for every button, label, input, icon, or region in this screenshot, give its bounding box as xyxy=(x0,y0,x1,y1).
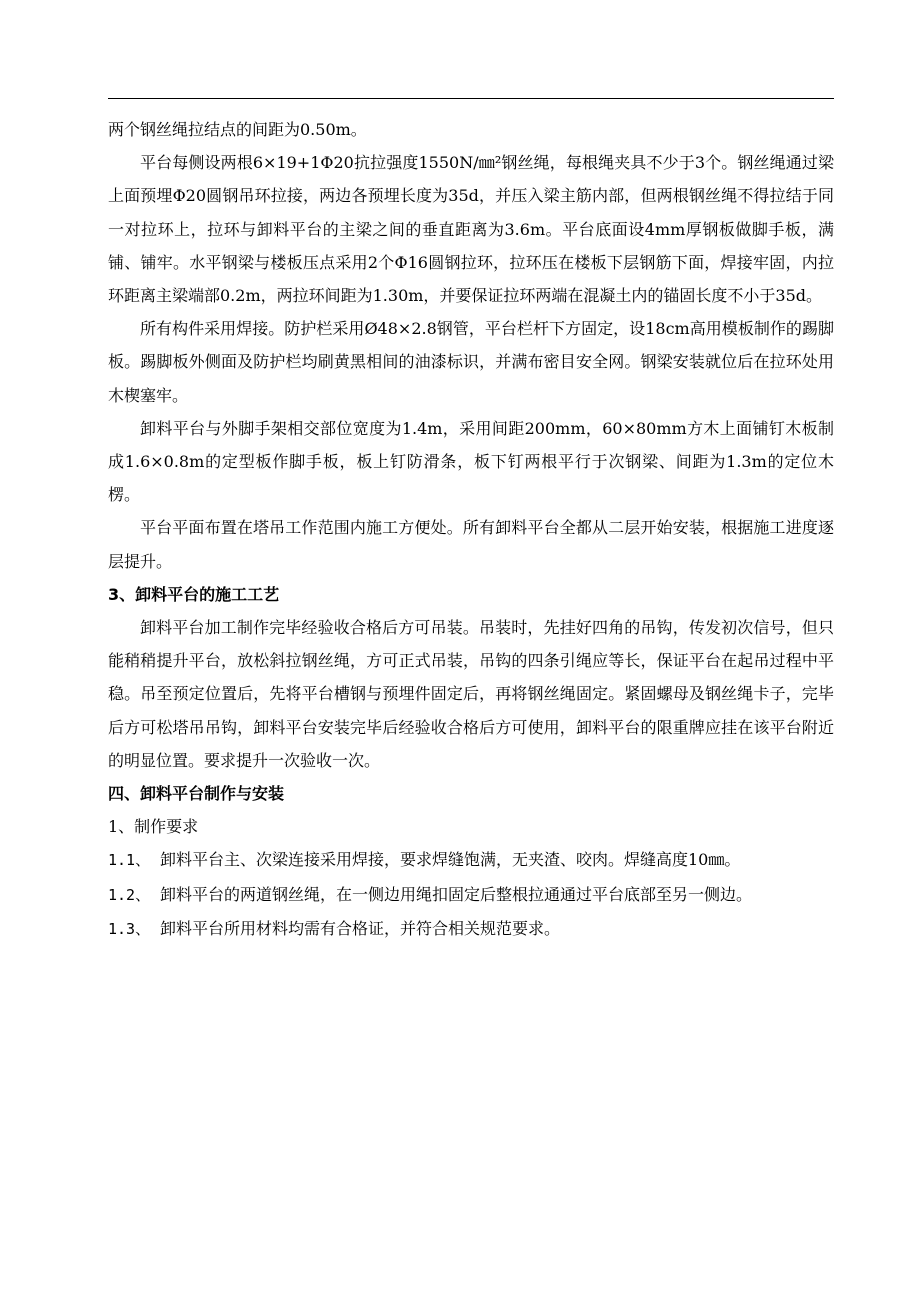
list-item-text: 卸料平台的两道钢丝绳，在一侧边用绳扣固定后整根拉通通过平台底部至另一侧边。 xyxy=(160,884,753,904)
section-3-paragraph: 卸料平台加工制作完毕经验收合格后方可吊装。吊装时，先挂好四角的吊钩，传发初次信号，但只能稍稍提升平台，放松斜拉钢丝绳，方可正式吊装，吊钩的四条引绳应等长，保证平台在起吊过程中平稳。吊至预定位置后，先将平台槽钢与预埋件固定后，再将钢丝绳固定。紧固螺母及钢丝绳卡子，完毕后方可松塔吊吊钩，卸料平台安装完毕后经验收合格后方可使用，卸料平台的限重牌应挂在该平台附近的明显位置。要求提升一次验收一次。 xyxy=(108,618,834,770)
paragraph-scaffold-intersection: 卸料平台与外脚手架相交部位宽度为1.4m，采用间距200mm，60×80mm方木上面铺钉木板制成1.6×0.8m的定型板作脚手板，板上钉防滑条，板下钉两根平行于次钢梁、间距为1.3m的定位木楞。 xyxy=(108,418,834,505)
section-3-heading: 3、卸料平台的施工工艺 xyxy=(108,584,280,604)
list-item-number: 1.2、 xyxy=(108,885,151,904)
paragraph-welding: 所有构件采用焊接。防护栏采用Ø48×2.8钢管，平台栏杆下方固定，设18cm高用模板制作的踢脚板。踢脚板外侧面及防护栏均刷黄黑相间的油漆标识，并满布密目安全网。钢梁安装就位后在拉环处用木楔塞牢。 xyxy=(108,319,834,405)
list-item-text: 卸料平台主、次梁连接采用焊接，要求焊缝饱满，无夹渣、咬肉。焊缝高度10㎜。 xyxy=(160,850,741,870)
list-item-number: 1.3、 xyxy=(108,919,151,938)
list-item-number: 1.1、 xyxy=(108,851,151,870)
section-4-heading: 四、卸料平台制作与安装 xyxy=(108,784,285,804)
section-4-subheading: 1、制作要求 xyxy=(108,817,199,837)
paragraph-platform-layout: 平台平面布置在塔吊工作范围内施工方便处。所有卸料平台全都从二层开始安装，根据施工进度逐层提升。 xyxy=(108,518,834,571)
list-item xyxy=(108,878,834,912)
paragraph-wire-rope: 平台每侧设两根6×19+1Φ20抗拉强度1550N/㎜²钢丝绳，每根绳夹具不少于3个。钢丝绳通过梁上面预埋Φ20圆钢吊环拉接，两边各预埋长度为35d，并压入梁主筋内部，但两根钢丝绳不得拉结于同一对拉环上，拉环与卸料平台的主梁之间的垂直距离为3.6m。平台底面设4mm厚钢板做脚手板，满铺、铺牢。水平钢梁与楼板压点采用2个Φ16圆钢拉环，拉环压在楼板下层钢筋下面，焊接牢固，内拉环距离主梁端部0.2m，两拉环间距为1.30m，并要保证拉环两端在混凝土内的锚固长度不小于35d。 xyxy=(108,153,834,306)
list-item xyxy=(108,912,834,946)
list-item xyxy=(108,843,834,877)
header-rule xyxy=(108,98,834,99)
paragraph-continuation: 两个钢丝绳拉结点的间距为0.50m。 xyxy=(108,120,367,139)
list-item-text: 卸料平台所用材料均需有合格证，并符合相关规范要求。 xyxy=(160,918,561,938)
document-body xyxy=(108,113,834,946)
